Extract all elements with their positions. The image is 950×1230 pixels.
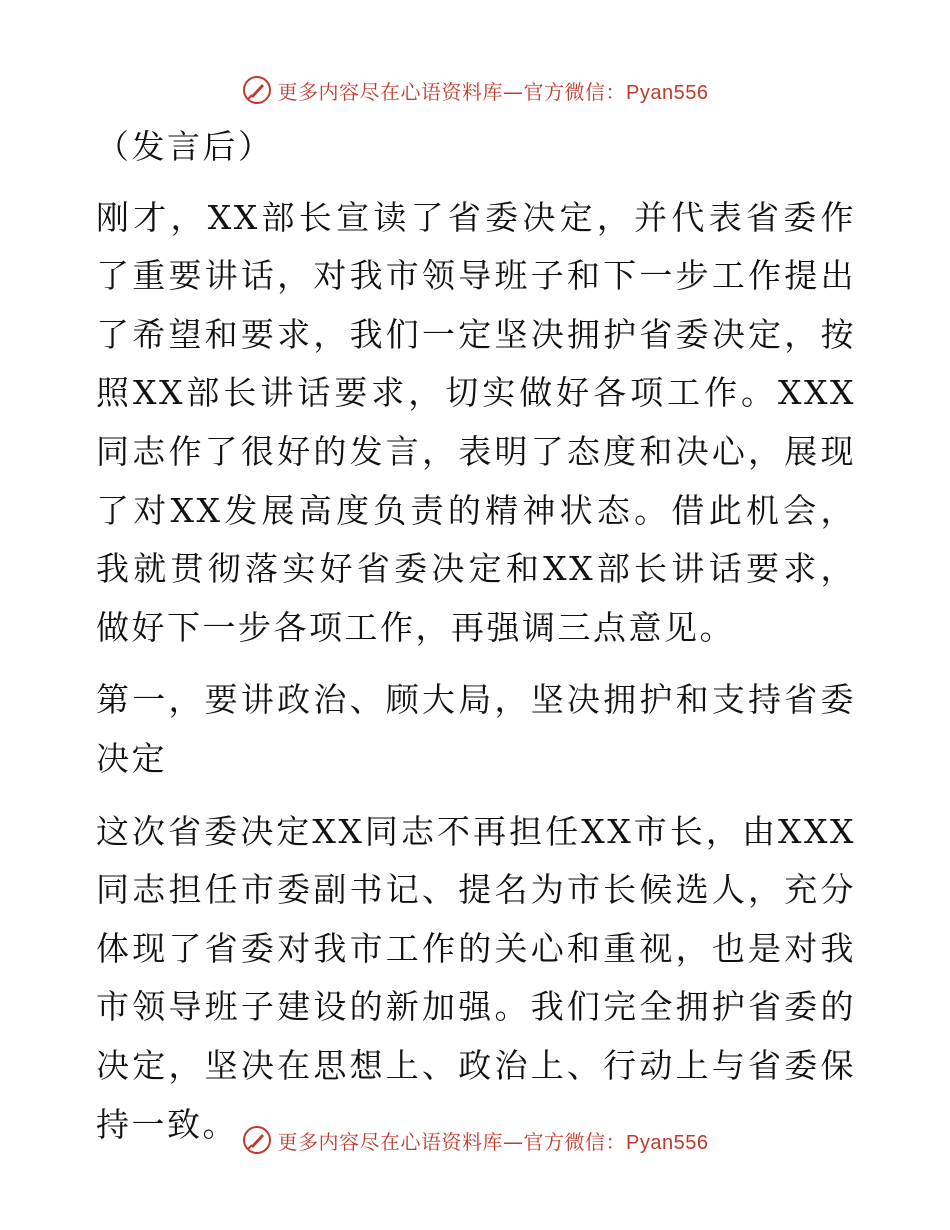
watermark-text: 更多内容尽在心语资料库—官方微信：Pyan556 — [277, 79, 709, 104]
paragraph-heading-first-point: 第一，要讲政治、顾大局，坚决拥护和支持省委决定 — [96, 680, 856, 778]
paragraph-first-point-body: 这次省委决定XX同志不再担任XX市长，由XXX同志担任市委副书记、提名为市长候选人，充分体现了省委对我市工作的关心和重视，也是对我市领导班子建设的新加强。我们完全拥护省委的决定，坚决在思想上、政治上、行动上与省委保持一致。 — [96, 811, 856, 1144]
header-note: （发言后） — [96, 127, 274, 166]
quill-logo-icon — [242, 1125, 272, 1155]
paragraph-intro: 刚才，XX部长宣读了省委决定，并代表省委作了重要讲话，对我市领导班子和下一步工作提出了希望和要求，我们一定坚决拥护省委决定，按照XX部长讲话要求，切实做好各项工作。XXX同志作了很好的发言，表明了态度和决心，展现了对XX发展高度负责的精神状态。借此机会，我就贯彻落实好省委决定和XX部长讲话要求，做好下一步各项工作，再强调三点意见。 — [96, 197, 856, 647]
watermark-id: Pyan556 — [626, 81, 709, 104]
watermark-footer — [0, 1120, 950, 1160]
quill-logo-icon — [242, 75, 272, 105]
document-body — [96, 118, 856, 1154]
watermark-header — [0, 70, 950, 110]
watermark-text: 更多内容尽在心语资料库—官方微信：Pyan556 — [277, 1129, 709, 1154]
watermark-id: Pyan556 — [626, 1131, 709, 1154]
